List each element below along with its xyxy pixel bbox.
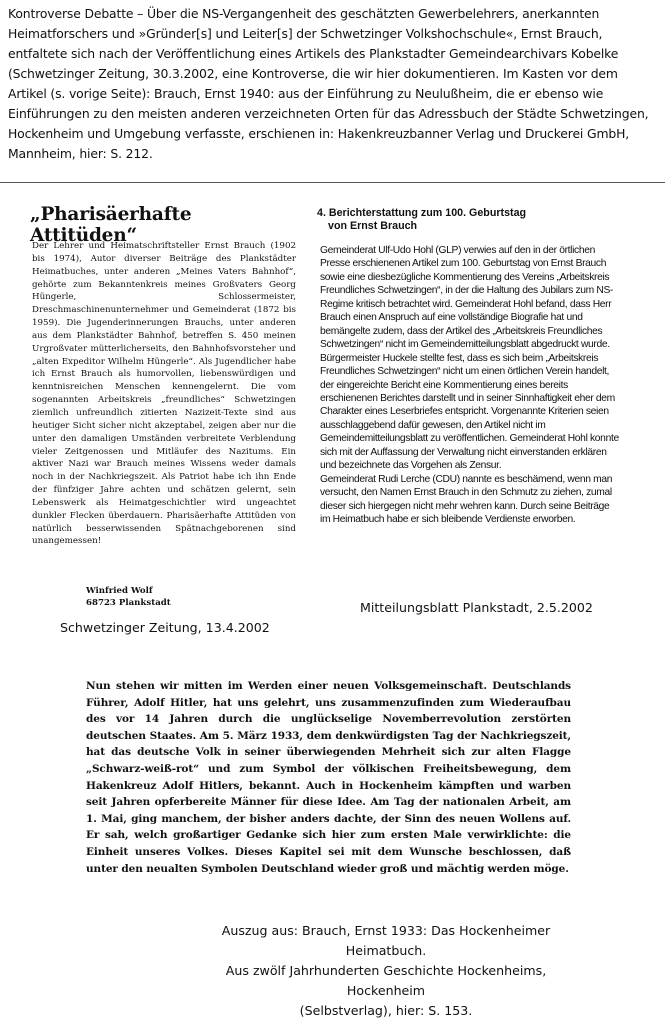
excerpt-caption [186, 921, 586, 1021]
report-paragraph: Gemeinderat Rudi Lerche (CDU) nannte es beschämend, wenn man versucht, den Namen Ernst Brauch in den Schmutz zu ziehen, zumal dieser sich hiergegen nicht mehr wehren kann. Durch seine Beiträge im Heimatbuch habe er sich bleibende Verdienste erworben. [320, 473, 613, 526]
letter-source: Schwetzinger Zeitung, 13.4.2002 [60, 620, 270, 635]
letter-signature-place: 68723 Plankstadt [86, 598, 171, 608]
report-heading-line2: von Ernst Brauch [328, 220, 418, 232]
report-paragraph: Bürgermeister Huckele stellte fest, dass es sich beim „Arbeitskreis Freundliches Schwetzingen“ nicht um einen örtlichen Verein handelt, der eingereichte Bericht eine Kommentierung eines bereits erschienenen Berichtes darstellt und in seiner Sinnhaftigkeit eher dem Charakter eines Leserbriefes entspricht. Vorgenannte Kriterien seien ausschlaggebend dafür gewesen, den Artikel nicht im Gemeindemitteilungsblatt zu veröffentlichen. Gemeinderat Hohl konnte sich mit der Auffassung der Verwaltung nicht einverstanden erklären und bezeichnete das Vorgehen als Zensur. [320, 352, 619, 472]
report-heading [317, 207, 617, 233]
report-source: Mitteilungsblatt Plankstadt, 2.5.2002 [360, 600, 593, 615]
letter-title: „Pharisäerhafte Attitüden“ [30, 204, 192, 246]
report-body [320, 244, 619, 527]
caption-line: Auszug aus: Brauch, Ernst 1933: Das Hockenheimer Heimatbuch. [221, 923, 551, 958]
intro-paragraph: Kontroverse Debatte – Über die NS-Vergangenheit des geschätzten Gewerbelehrers, anerkannten Heimatforschers und »Gründer[s] und Leiter[s] der Schwetzinger Volkshochschule«, Ernst Brauch, entfaltete sich nach der Veröffentlichung eines Artikels des Plankstadter Gemeindearchivars Kobelke (Schwetzinger Zeitung, 30.3.2002, eine Kontroverse, die wir hier dokumentieren. Im Kasten vor dem Artikel (s. vorige Seite): Brauch, Ernst 1940: aus der Einführung zu Neulußheim, die er ebenso wie Einführungen zu den meisten anderen verzeichneten Orten für das Adressbuch der Städte Schwetzingen, Hockenheim und Umgebung verfasste, erschienen in: Hakenkreuzbanner Verlag und Druckerei GmbH, Mannheim, hier: S. 212. [8, 6, 649, 161]
book-excerpt: Nun stehen wir mitten im Werden einer neuen Volksgemeinschaft. Deutschlands Führer, Adolf Hitler, hat uns gelehrt, uns zusammenzufinden zum Wiederaufbau des vor 14 Jahren durch die unglückselige Novemberrevolution zerstörten deutschen Staates. Am 5. März 1933, dem denkwürdigsten Tag der Nachkriegszeit, hat das deutsche Volk in seiner überwiegenden Mehrheit sich zur alten Flagge „Schwarz-weiß-rot“ und zum Symbol der völkischen Freiheitsbewegung, dem Hakenkreuz Adolf Hitlers, bekannt. Auch in Hockenheim kämpften und warben seit Jahren opferbereite Männer für diese Idee. Am Tag der nationalen Arbeit, am 1. Mai, ging manchem, der bisher anders dachte, der Sinn des neuen Wollens auf. Er sah, welch großartiger Gedanke sich hier zum ersten Male verwirklichte: die Einheit unseres Volkes. Dieses Kapitel sei mit dem Wunsche beschlossen, daß unter den neualten Symbolen Deutschland wieder groß und mächtig werden möge. [86, 680, 571, 875]
caption-line: (Selbstverlag), hier: S. 153. [299, 1003, 473, 1018]
report-paragraph: Gemeinderat Ulf-Udo Hohl (GLP) verwies auf den in der örtlichen Presse erschienenen Artikel zum 100. Geburtstag von Ernst Brauch sowie eine diesbezügliche Kommentierung des Vereins „Arbeitskreis Freundliches Schwetzingen“, in der die Haltung des Jubilars zum NS-Regime kritisch betrachtet wird. Gemeinderat Hohl befand, dass Herr Brauch einen Anspruch auf eine vollständige Biografie hat und bemängelte zudem, dass der Artikel des „Arbeitskreis Freundliches Schwetzingen“ nicht im Gemeindemitteilungsblatt abgedruckt wurde. [320, 245, 614, 351]
letter-body: Der Lehrer und Heimatschriftsteller Ernst Brauch (1902 bis 1974), Autor diverser Beiträge des Plankstädter Heimatbuches, unter anderen „Meines Vaters Bahnhof“, gehörte zum Bekanntenkreis meines Großvaters Georg Hüngerle, Schlossermeister, Dreschmaschinenunternehmer und Gemeinderat (1872 bis 1959). Die Jugenderinnerungen Brauchs, unter anderen aus dem Plankstädter Bahnhof, betreffen S. 450 meinen Urgroßvater mütterlicherseits, den Bahnhofsvorsteher und „alten Expeditor Wilhelm Hüngerle“. Als Jugendlicher habe ich Ernst Brauch als humorvollen, liebenswürdigen und kenntnisreichen Menschen kennengelernt. Die vom sogenannten Arbeitskreis „freundliches“ Schwetzingen ziemlich unfreundlich zitierten Nazizeit-Texte sind aus heutiger Sicht sicher nicht akzeptabel, zeigen aber nur die unter den damaligen Umständen verbreitete Verblendung vieler Zeitgenossen und Mitläufer des Nazitums. Ein aktiver Nazi war Brauch meines Wissens weder damals noch in der Nachkriegszeit. Als Patriot habe ich ihn Ende der fünfziger Jahre achten und schätzen gelernt, sein Lebenswerk als Heimatgeschichtler wird ungeachtet dunkler Flecken überdauern. Pharisäerhafte Attitüden von natürlich besserwissenden Spätnachgeborenen sind unangemessen! [32, 241, 296, 547]
section-divider [0, 182, 665, 183]
report-heading-line1: 4. Berichterstattung zum 100. Geburtstag [317, 207, 527, 219]
letter-signature-name: Winfried Wolf [86, 586, 153, 596]
caption-line: Aus zwölf Jahrhunderten Geschichte Hockenheims, Hockenheim [225, 963, 547, 998]
